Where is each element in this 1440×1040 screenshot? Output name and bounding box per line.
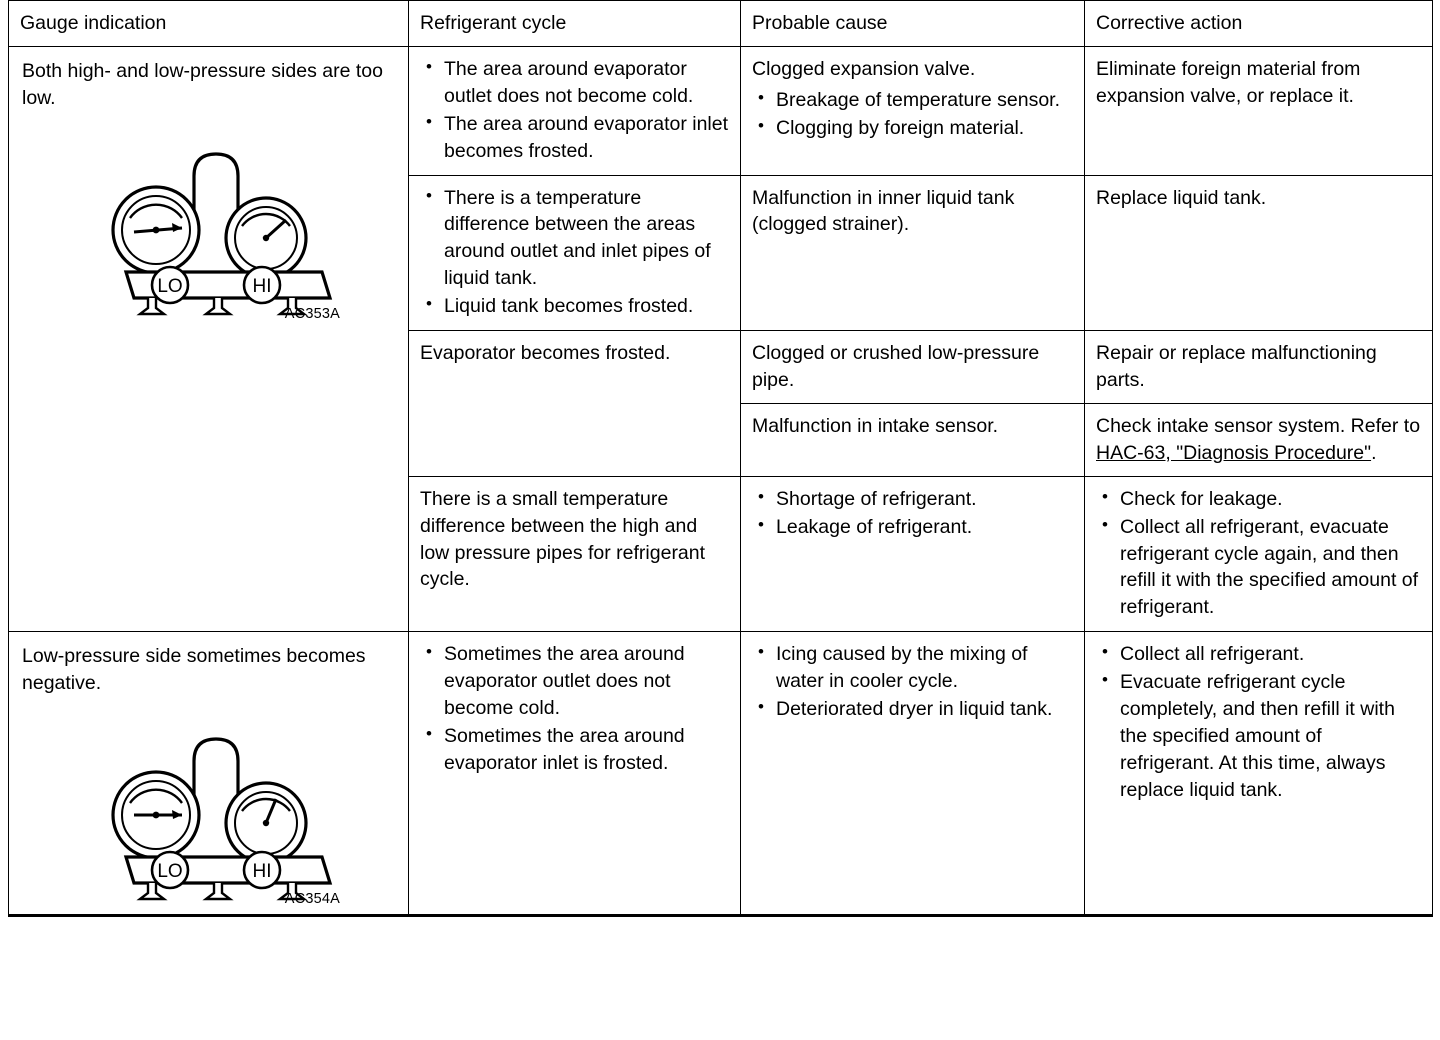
svg-text:LO: LO	[157, 861, 183, 883]
list-item: • Icing caused by the mixing of water in cooler cycle.	[752, 641, 1073, 695]
action-text: Replace liquid tank.	[1096, 186, 1267, 209]
cycle-text: Evaporator becomes frosted.	[420, 342, 671, 365]
cause-bullet-list	[752, 641, 1073, 723]
action-text: Eliminate foreign material from expansion valve, or replace it.	[1096, 57, 1361, 107]
svg-text:HI: HI	[252, 275, 272, 297]
cycle-bullet-list	[420, 56, 729, 165]
action-text: Repair or replace malfunctioning parts.	[1096, 342, 1377, 391]
gauge-indication-cell-2	[9, 632, 409, 916]
refrigerant-cycle-cell	[409, 175, 741, 331]
refrigerant-cycle-cell	[409, 476, 741, 632]
reference-link-hac-63[interactable]: HAC-63, "Diagnosis Procedure"	[1096, 441, 1372, 464]
list-item: • Evacuate refrigerant cycle completely, and then refill it with the specified amount of refrigerant. At this time, always replace liquid tank.	[1096, 669, 1421, 804]
list-item: • Check for leakage.	[1096, 486, 1421, 513]
action-text-prefix: Check intake sensor system. Refer to	[1096, 414, 1421, 437]
cycle-text: There is a small temperature difference between the high and low pressure pipes for refrigerant cycle.	[420, 487, 706, 591]
list-item: • Liquid tank becomes frosted.	[420, 293, 729, 320]
manifold-gauge-icon	[90, 705, 350, 905]
manifold-gauge-figure-2	[90, 705, 350, 908]
cause-text: Clogged expansion valve.	[752, 57, 976, 80]
list-item: • The area around evaporator outlet does not become cold.	[420, 56, 729, 110]
list-item: • Breakage of temperature sensor.	[752, 87, 1073, 114]
table-row	[9, 632, 1433, 916]
corrective-action-cell	[1085, 403, 1433, 476]
action-text	[1096, 413, 1421, 467]
probable-cause-cell	[741, 46, 1085, 175]
cause-text: Malfunction in intake sensor.	[752, 414, 999, 437]
list-item: • There is a temperature difference between the areas around outlet and inlet pipes of liquid tank.	[420, 185, 729, 293]
refrigerant-cycle-cell	[409, 632, 741, 916]
table-row	[9, 46, 1433, 175]
manifold-gauge-figure-1	[90, 120, 350, 320]
column-header-probable-cause: Probable cause	[741, 1, 1085, 47]
action-bullet-list	[1096, 486, 1421, 622]
ac-diagnosis-table	[8, 0, 1433, 917]
list-item: • Clogging by foreign material.	[752, 115, 1073, 142]
cycle-bullet-list	[420, 641, 729, 777]
column-header-refrigerant-cycle: Refrigerant cycle	[409, 1, 741, 47]
column-header-corrective-action: Corrective action	[1085, 1, 1433, 47]
cause-bullet-list	[752, 87, 1073, 142]
figure-code-1: AC353A	[284, 305, 340, 322]
gauge-indication-cell-1	[9, 46, 409, 631]
manifold-gauge-icon	[90, 120, 350, 320]
list-item: • Sometimes the area around evaporator outlet does not become cold.	[420, 641, 729, 722]
gauge-indication-text-2: Low-pressure side sometimes becomes negative.	[22, 645, 366, 695]
probable-cause-cell	[741, 476, 1085, 632]
corrective-action-cell	[1085, 331, 1433, 404]
svg-text:LO: LO	[157, 275, 183, 297]
probable-cause-cell	[741, 175, 1085, 331]
list-item: • Collect all refrigerant, evacuate refrigerant cycle again, and then refill it with the specified amount of refrigerant.	[1096, 514, 1421, 622]
probable-cause-cell	[741, 632, 1085, 916]
cause-text: Malfunction in inner liquid tank (clogged strainer).	[752, 186, 1015, 236]
table-header-row	[9, 1, 1433, 47]
list-item: • Leakage of refrigerant.	[752, 514, 1073, 541]
list-item: • The area around evaporator inlet becomes frosted.	[420, 111, 729, 165]
cause-bullet-list	[752, 486, 1073, 541]
probable-cause-cell	[741, 331, 1085, 404]
column-header-gauge-indication: Gauge indication	[9, 1, 409, 47]
corrective-action-cell	[1085, 476, 1433, 632]
list-item: • Collect all refrigerant.	[1096, 641, 1421, 668]
gauge-indication-text-1: Both high- and low-pressure sides are too low.	[22, 59, 383, 109]
corrective-action-cell	[1085, 46, 1433, 175]
corrective-action-cell	[1085, 632, 1433, 916]
list-item: • Sometimes the area around evaporator inlet is frosted.	[420, 723, 729, 777]
svg-text:HI: HI	[252, 861, 272, 883]
list-item: • Shortage of refrigerant.	[752, 486, 1073, 513]
refrigerant-cycle-cell	[409, 331, 741, 477]
action-text-suffix: .	[1371, 441, 1377, 464]
action-bullet-list	[1096, 641, 1421, 803]
cycle-bullet-list	[420, 185, 729, 321]
corrective-action-cell	[1085, 175, 1433, 331]
figure-code-2: AC354A	[284, 891, 340, 908]
cause-text: Clogged or crushed low-pressure pipe.	[752, 342, 1040, 391]
probable-cause-cell	[741, 403, 1085, 476]
refrigerant-cycle-cell	[409, 46, 741, 175]
list-item: • Deteriorated dryer in liquid tank.	[752, 696, 1073, 723]
